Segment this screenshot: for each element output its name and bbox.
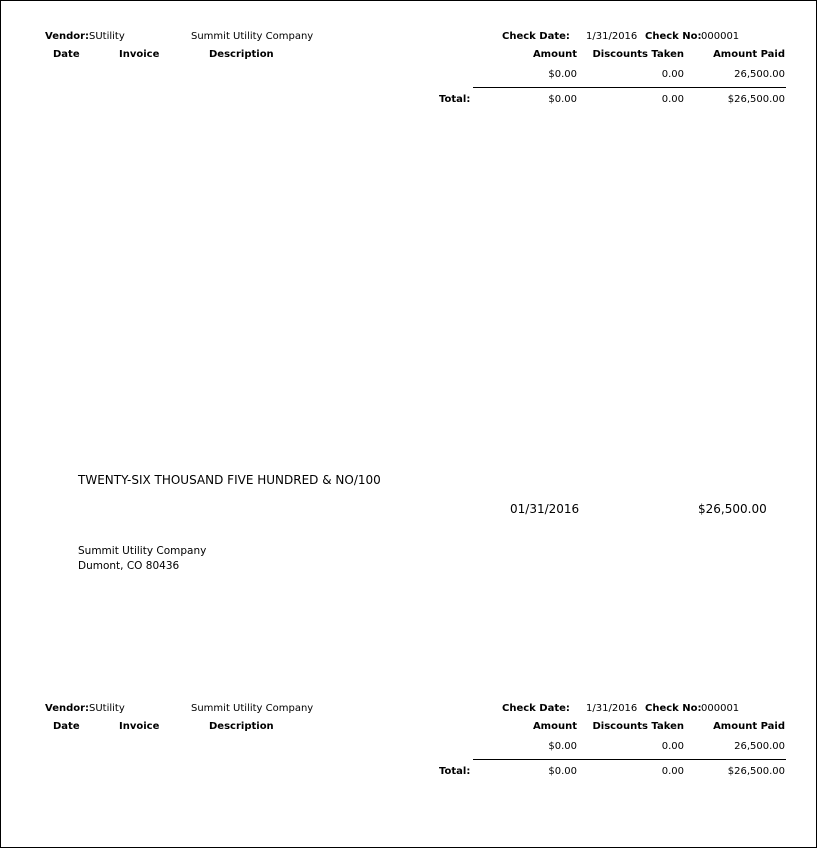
column-header-discounts-taken: Discounts Taken: [592, 721, 684, 732]
check-date-label: Check Date:: [502, 703, 570, 714]
check-amount: $26,500.00: [698, 502, 767, 516]
check-no-value: 000001: [701, 703, 740, 714]
check-date-value: 1/31/2016: [586, 31, 638, 42]
line-amount: $0.00: [548, 69, 577, 80]
column-header-discounts-taken: Discounts Taken: [592, 49, 684, 60]
check-no-label: Check No:: [645, 31, 702, 42]
line-amount: $0.00: [548, 741, 577, 752]
vendor-label: Vendor:: [45, 31, 90, 42]
check-amount-in-words: TWENTY-SIX THOUSAND FIVE HUNDRED & NO/100: [78, 473, 381, 487]
total-amount-paid: $26,500.00: [727, 94, 785, 105]
total-discounts-taken: 0.00: [661, 94, 684, 105]
vendor-id: SUtility: [89, 703, 125, 714]
check-no-value: 000001: [701, 31, 740, 42]
column-header-amount-paid: Amount Paid: [713, 721, 785, 732]
column-header-invoice: Invoice: [119, 49, 160, 60]
total-divider: [473, 759, 786, 760]
line-discounts-taken: 0.00: [661, 69, 684, 80]
check-date: 01/31/2016: [510, 502, 580, 516]
column-header-invoice: Invoice: [119, 721, 160, 732]
line-discounts-taken: 0.00: [661, 741, 684, 752]
total-amount: $0.00: [548, 766, 577, 777]
check-date-value: 1/31/2016: [586, 703, 638, 714]
check-date-label: Check Date:: [502, 31, 570, 42]
column-header-amount: Amount: [532, 49, 577, 60]
payee-name: Summit Utility Company: [78, 545, 207, 557]
total-divider: [473, 87, 786, 88]
vendor-name: Summit Utility Company: [191, 703, 314, 714]
column-header-description: Description: [209, 721, 274, 732]
column-header-date: Date: [53, 721, 80, 732]
line-amount-paid: 26,500.00: [734, 741, 785, 752]
total-label: Total:: [439, 94, 471, 105]
line-amount-paid: 26,500.00: [734, 69, 785, 80]
total-amount: $0.00: [548, 94, 577, 105]
column-header-date: Date: [53, 49, 80, 60]
payee-city-state-zip: Dumont, CO 80436: [78, 560, 180, 572]
total-amount-paid: $26,500.00: [727, 766, 785, 777]
vendor-label: Vendor:: [45, 703, 90, 714]
check-no-label: Check No:: [645, 703, 702, 714]
column-header-amount: Amount: [532, 721, 577, 732]
total-discounts-taken: 0.00: [661, 766, 684, 777]
vendor-name: Summit Utility Company: [191, 31, 314, 42]
column-header-amount-paid: Amount Paid: [713, 49, 785, 60]
vendor-id: SUtility: [89, 31, 125, 42]
total-label: Total:: [439, 766, 471, 777]
column-header-description: Description: [209, 49, 274, 60]
